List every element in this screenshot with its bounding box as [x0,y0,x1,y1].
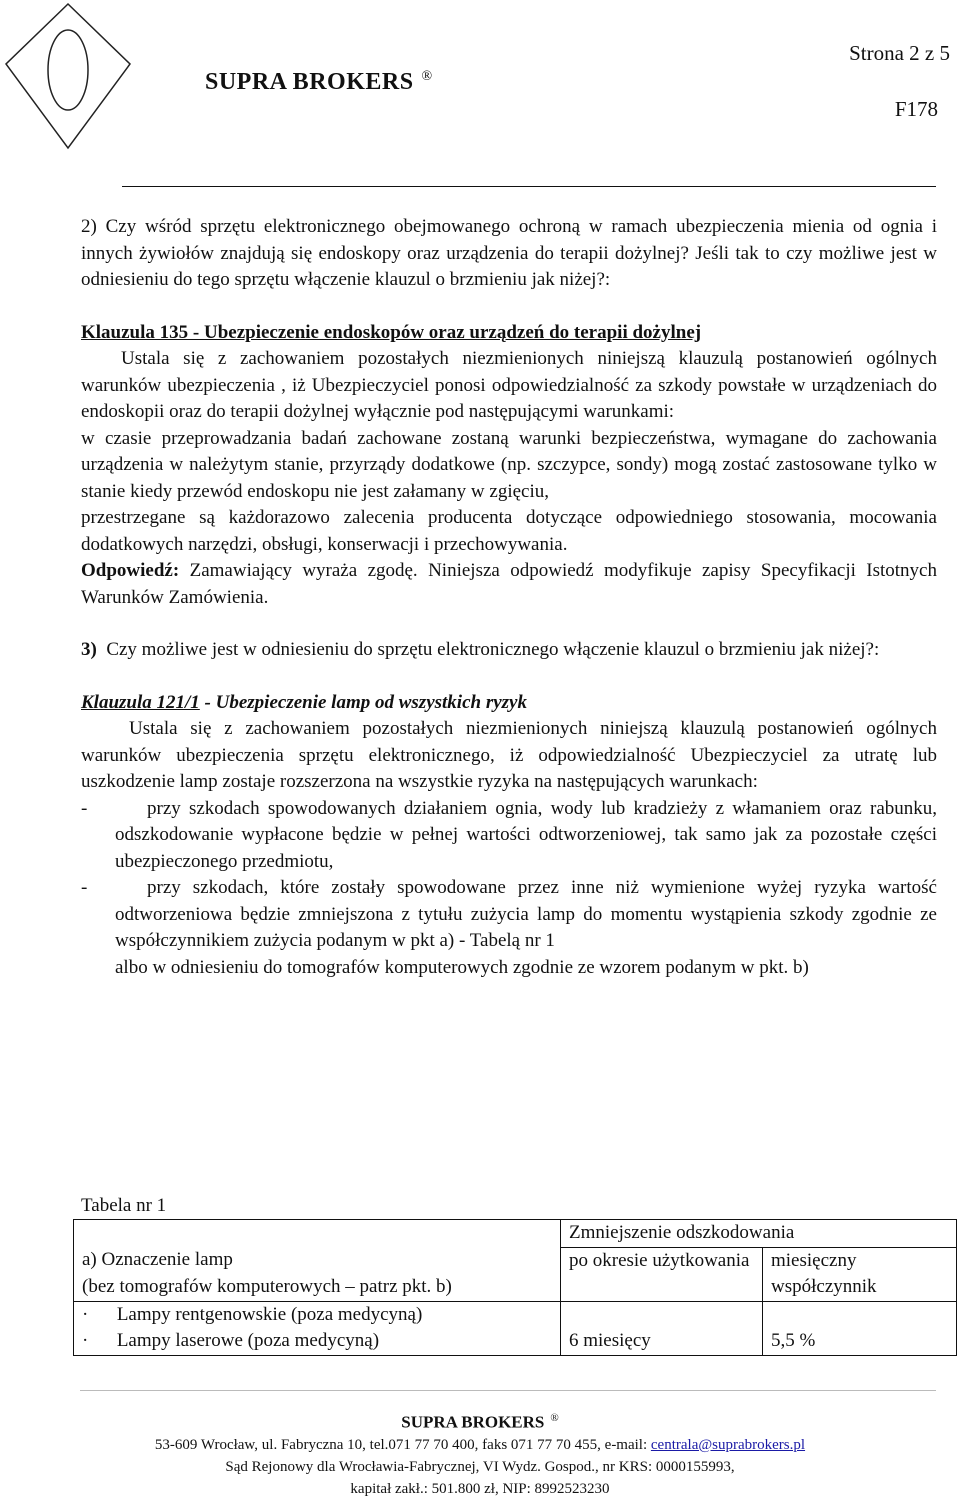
clause-135-condition-1: w czasie przeprowadzania badań zachowane zostaną warunki bezpieczeństwa, wymagane do zachowania urządzenia w należytym stanie, przyrządy dodatkowe (np. szczypce, sondy) mogą zostać zastosowane tylko w stanie kiedy przewód endoskopu nie jest załamany w zgięciu, [81,427,937,502]
table-header-lamps: a) Oznaczenie lamp (bez tomografów komputerowych – patrz pkt. b) [74,1247,561,1301]
brand-name: SUPRA BROKERS ® [205,69,433,95]
clause-121-item-1: - przy szkodach spowodowanych działaniem ognia, wody lub kradzieży z włamaniem oraz rabunku, odszkodowanie wypłacone będzie w pełnej wartości odtworzeniowej, tak samo jak za pozostałe części ubezpieczonego przedmiotu, [81,797,937,872]
footer [0,1407,960,1500]
clause-121-title: Klauzula 121/1 - Ubezpieczenie lamp od wszystkich ryzyk [81,691,527,713]
answer-label: Odpowiedź: [81,560,180,581]
header-rule [122,186,936,187]
question-3: 3) Czy możliwe jest w odniesieniu do sprzętu elektronicznego włączenie klauzul o brzmieniu jak niżej?: [81,639,880,660]
table-cell-period: 6 miesięcy [561,1301,763,1355]
company-logo [0,0,150,160]
footer-address: 53-609 Wrocław, ul. Fabryczna 10, tel.071 77 70 400, faks 071 77 70 455, e-mail: centrala@suprabrokers.pl [154,1436,806,1453]
table-header-coefficient: miesięczny współczynnik [763,1247,957,1301]
document-code: F178 [894,97,938,121]
footer-email-link[interactable]: centrala@suprabrokers.pl [650,1436,806,1453]
table-item-laser: · Lampy laserowe (poza medycyną) [82,1330,380,1351]
footer-court: Sąd Rejonowy dla Wrocławia-Fabrycznej, VI Wydz. Gospod., nr KRS: 0000155993, [225,1458,735,1475]
clause-121-item-2-continued: albo w odniesieniu do tomografów komputerowych zgodnie ze wzorem podanym w pkt. b) [115,956,809,978]
registered-mark: ® [421,69,433,84]
question-2: 2) Czy wśród sprzętu elektronicznego obejmowanego ochroną w ramach ubezpieczenia mienia od ognia i innych żywiołów znajdują się endoskopy oraz urządzenia do terapii dożylnej? Jeśli tak to czy możliwe jest w odniesieniu do tego sprzętu włączenie klauzul o brzmieniu jak niżej?: [81,216,937,290]
page-number: Strona 2 z 5 [849,41,950,65]
table-row-lamps [74,1301,561,1355]
table-header-reduction: Zmniejszenie odszkodowania [561,1220,957,1248]
clause-135-paragraph: Ustala się z zachowaniem pozostałych niezmienionych niniejszą klauzulą postanowień ogólnych warunków ubezpieczenia , iż Ubezpieczyciel ponosi odpowiedzialność za szkody powstałe w urządzeniach do endoskopii oraz do terapii dożylnej wyłącznie pod następującymi warunkami: [81,348,937,422]
clause-135-title: Klauzula 135 - Ubezpieczenie endoskopów oraz urządzeń do terapii dożylnej [81,321,702,343]
table-cell-coefficient: 5,5 % [763,1301,957,1355]
clause-121-paragraph: Ustala się z zachowaniem pozostałych niezmienionych niniejszą klauzulą postanowień ogólnych warunków ubezpieczenia sprzętu elektronicznego, iż odpowiedzialność Ubezpieczyciel za utratę lub uszkodzenie lamp zostaje rozszerzona na wszystkie ryzyka na następujących warunkach: [81,718,937,792]
table-header-period: po okresie użytkowania [561,1247,763,1301]
footer-capital: kapitał zakł.: 501.800 zł, NIP: 8992523230 [350,1480,610,1497]
answer: Odpowiedź: Zamawiający wyraża zgodę. Niniejsza odpowiedź modyfikuje zapisy Specyfikacji Istotnych Warunków Zamówienia. [81,560,937,608]
table-title: Tabela nr 1 [81,1195,167,1216]
table-item-xray: · Lampy rentgenowskie (poza medycyną) [82,1303,423,1325]
lamp-table [73,1219,957,1356]
document-body [81,214,937,981]
footer-rule [80,1390,936,1391]
clause-121-item-2: - przy szkodach, które zostały spowodowane przez inne niż wymienione wyżej ryzyka wartość odtworzeniowa będzie zmniejszona z tytułu zużycia lamp do momentu wystąpienia szkody zgodnie ze współczynnikiem zużycia podanym w pkt a) - Tabelą nr 1 [81,877,937,951]
clause-135-condition-2: przestrzegane są każdorazowo zalecenia producenta dotyczące odpowiedniego stosowania, mocowania dodatkowych narzędzi, obsługi, konserwacji i przechowywania. [81,507,937,555]
footer-brand: SUPRA BROKERS ® [401,1412,559,1432]
table-corner [74,1220,561,1248]
